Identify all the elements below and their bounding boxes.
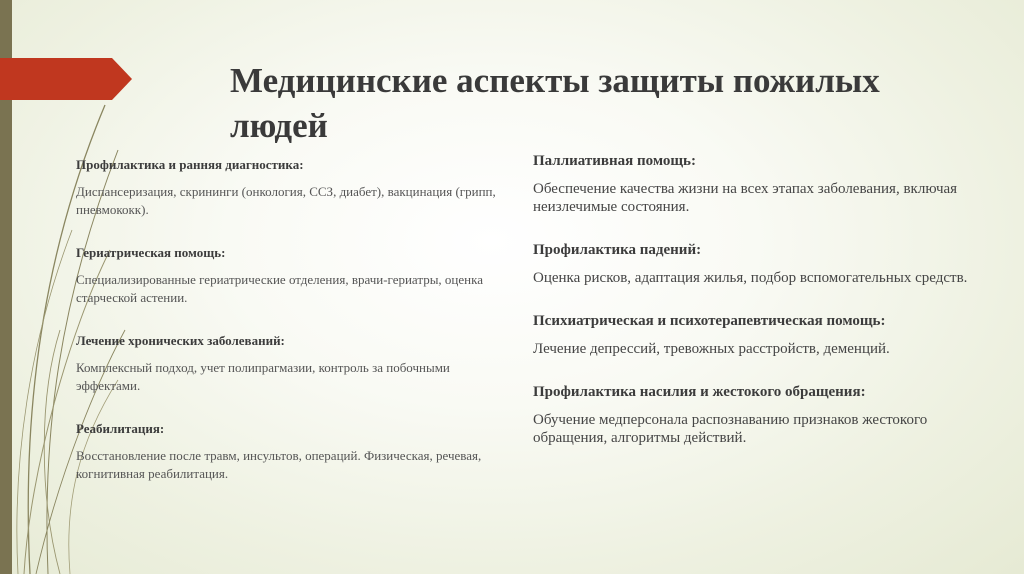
section-text: Диспансеризация, скрининги (онкология, ССЗ, диабет), вакцинация (грипп, пневмококк). — [76, 184, 496, 217]
right-column — [533, 152, 973, 472]
section-heading: Психиатрическая и психотерапевтическая помощь: — [533, 313, 886, 329]
section-chronic — [76, 332, 506, 395]
section-text: Восстановление после травм, инсультов, операций. Физическая, речевая, когнитивная реабилитация. — [76, 448, 482, 481]
title-accent-arrow — [0, 58, 132, 100]
section-heading: Профилактика падений: — [533, 242, 702, 258]
section-text: Комплексный подход, учет полипрагмазии, контроль за побочными эффектами. — [76, 360, 450, 393]
section-palliative — [533, 152, 973, 216]
section-text: Обеспечение качества жизни на всех этапах заболевания, включая неизлечимые состояния. — [533, 181, 958, 215]
section-geriatric — [76, 244, 506, 307]
left-column — [76, 156, 506, 508]
section-rehabilitation — [76, 420, 506, 483]
section-text: Оценка рисков, адаптация жилья, подбор вспомогательных средств. — [533, 270, 968, 286]
section-prevention — [76, 156, 506, 219]
section-heading: Реабилитация: — [76, 421, 165, 436]
section-heading: Лечение хронических заболеваний: — [76, 333, 285, 348]
section-text: Специализированные гериатрические отделения, врачи-гериатры, оценка старческой астении. — [76, 272, 484, 305]
section-heading: Профилактика и ранняя диагностика: — [76, 157, 304, 172]
section-heading: Профилактика насилия и жестокого обращения: — [533, 384, 866, 400]
section-abuse-prevention — [533, 383, 973, 447]
section-heading: Гериатрическая помощь: — [76, 245, 226, 260]
section-falls — [533, 241, 973, 287]
section-heading: Паллиативная помощь: — [533, 153, 696, 169]
section-text: Обучение медперсонала распознаванию признаков жестокого обращения, алгоритмы действий. — [533, 412, 928, 446]
section-psychiatric — [533, 312, 973, 358]
section-text: Лечение депрессий, тревожных расстройств, деменций. — [533, 341, 890, 357]
slide-title: Медицинские аспекты защиты пожилых людей — [230, 61, 880, 145]
